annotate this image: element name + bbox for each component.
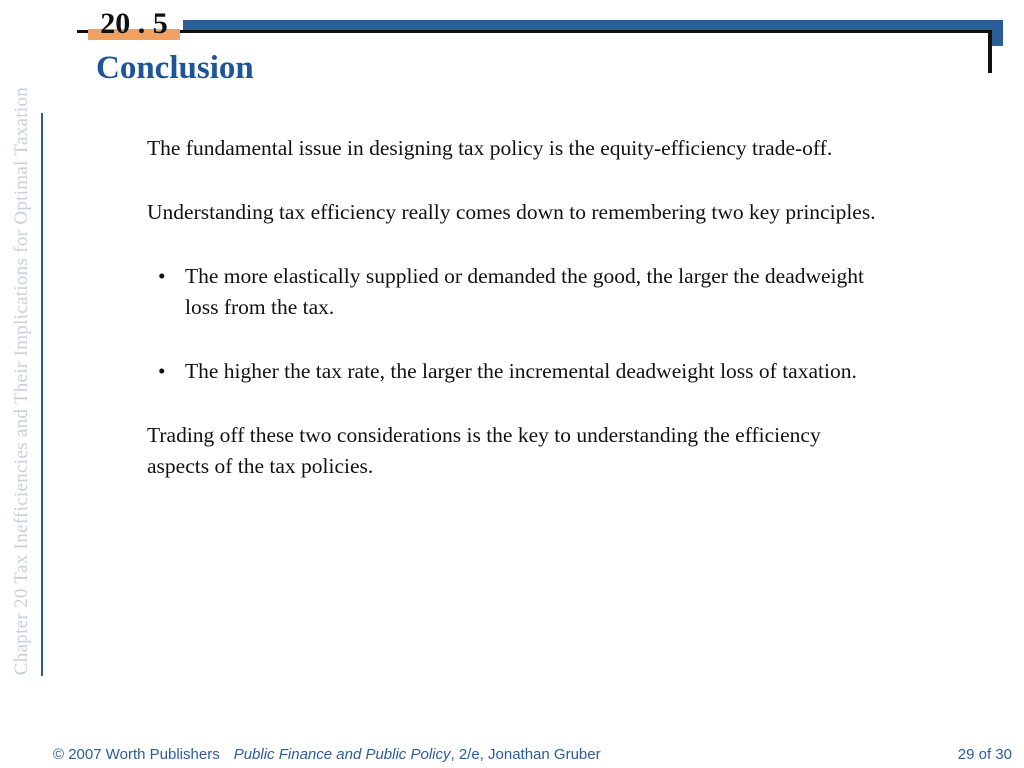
header-rule-corner xyxy=(988,30,992,73)
bullet-marker: • xyxy=(158,264,166,288)
side-chapter-title-text: Chapter 20 Tax Inefficiencies and Their Implications for Optimal Taxation xyxy=(11,87,32,676)
bullet-item xyxy=(147,261,887,323)
slide-body xyxy=(147,133,887,515)
footer-copyright: © 2007 Worth Publishers xyxy=(53,746,220,763)
footer-edition-author: , 2/e, Jonathan Gruber xyxy=(450,746,601,763)
side-divider xyxy=(41,113,43,676)
body-paragraph: The fundamental issue in designing tax policy is the equity-efficiency trade-off. xyxy=(147,136,833,160)
header-rule xyxy=(77,30,992,33)
page-number: 29 of 30 xyxy=(957,746,1012,763)
body-paragraph: Trading off these two considerations is the key to understanding the efficiency aspects of the tax policies. xyxy=(147,423,821,478)
side-chapter-title xyxy=(7,14,37,749)
bullet-item xyxy=(147,356,887,387)
header-blue-bar-corner xyxy=(992,20,1003,46)
bullet-text: The higher the tax rate, the larger the incremental deadweight loss of taxation. xyxy=(185,359,857,383)
bullet-text: The more elastically supplied or demanded the good, the larger the deadweight loss from the tax. xyxy=(185,264,865,319)
bullet-list xyxy=(147,261,887,387)
footer xyxy=(53,746,601,763)
body-paragraph: Understanding tax efficiency really comes down to remembering two key principles. xyxy=(147,200,876,224)
footer-book-title: Public Finance and Public Policy xyxy=(233,746,451,763)
section-number: 20 . 5 xyxy=(100,7,168,40)
slide-title: Conclusion xyxy=(96,50,254,86)
bullet-marker: • xyxy=(158,359,166,383)
